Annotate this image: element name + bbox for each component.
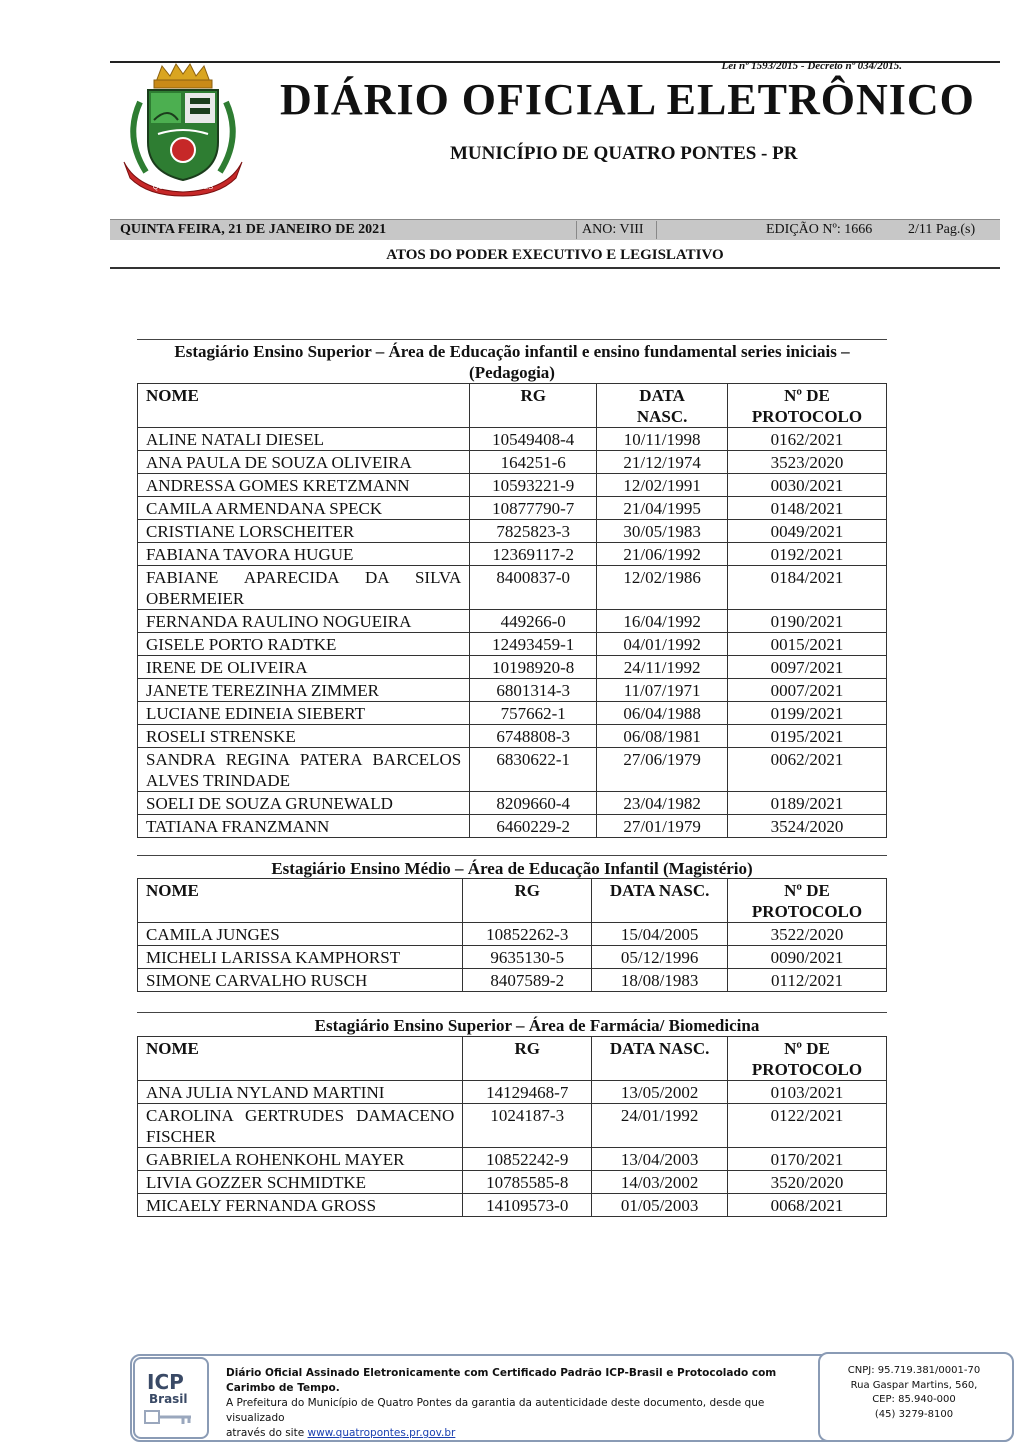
table-row: [138, 656, 887, 679]
cell-nome: CRISTIANE LORSCHEITER: [138, 520, 470, 543]
cell-nome: ANA PAULA DE SOUZA OLIVEIRA: [138, 451, 470, 474]
table3-header-row: [138, 1037, 887, 1081]
edition-date: QUINTA FEIRA, 21 DE JANEIRO DE 2021: [120, 222, 387, 237]
cell-data-nasc: 14/03/2002: [592, 1171, 728, 1194]
table-row: [138, 520, 887, 543]
cell-data-nasc: 23/04/1982: [597, 792, 728, 815]
table-row: [138, 815, 887, 838]
cell-data-nasc: 06/08/1981: [597, 725, 728, 748]
cell-rg: 12369117-2: [470, 543, 597, 566]
cell-nome: CAROLINA GERTRUDES DAMACENO FISCHER: [138, 1104, 463, 1148]
cell-protocolo: 0170/2021: [728, 1148, 887, 1171]
table-row: [138, 633, 887, 656]
cell-rg: 8209660-4: [470, 792, 597, 815]
table2-top-rule: [137, 855, 887, 856]
table-row: [138, 451, 887, 474]
cnpj-text: CNPJ: 95.719.381/0001-70: [847, 1365, 981, 1376]
cell-data-nasc: 16/04/1992: [597, 610, 728, 633]
table-row: [138, 1104, 887, 1148]
cell-rg: 449266-0: [470, 610, 597, 633]
crest-ribbon-text: QUATRO PONTES: [152, 184, 214, 191]
cell-protocolo: 0199/2021: [728, 702, 887, 725]
cell-protocolo: 3523/2020: [728, 451, 887, 474]
cell-nome: MICAELY FERNANDA GROSS: [138, 1194, 463, 1217]
cell-data-nasc: 13/05/2002: [592, 1081, 728, 1104]
cell-rg: 6460229-2: [470, 815, 597, 838]
signature-line-1: Diário Oficial Assinado Eletronicamente com Certificado Padrão ICP-Brasil e Protocolado com Carimbo de Tempo.: [226, 1367, 777, 1394]
table2: [137, 878, 887, 992]
cell-data-nasc: 21/04/1995: [597, 497, 728, 520]
cell-data-nasc: 15/04/2005: [592, 923, 728, 946]
edition-info-bar: [110, 219, 1000, 240]
cell-nome: CAMILA ARMENDANA SPECK: [138, 497, 470, 520]
col-header-nome: NOME: [138, 384, 470, 428]
signature-line-2: A Prefeitura do Município de Quatro Pontes da garantia da autenticidade deste documento, desde que visualizado: [226, 1397, 765, 1424]
cell-nome: MICHELI LARISSA KAMPHORST: [138, 946, 463, 969]
cell-protocolo: 3520/2020: [728, 1171, 887, 1194]
cell-nome: GISELE PORTO RADTKE: [138, 633, 470, 656]
table2-header-row: [138, 879, 887, 923]
cell-protocolo: 0015/2021: [728, 633, 887, 656]
phone-text: (45) 3279-8100: [874, 1408, 954, 1420]
cell-data-nasc: 27/06/1979: [597, 748, 728, 792]
table-row: [138, 702, 887, 725]
table1-header-row: [138, 384, 887, 428]
table3: [137, 1036, 887, 1217]
cell-rg: 10852242-9: [463, 1148, 592, 1171]
cell-data-nasc: 12/02/1986: [597, 566, 728, 610]
cell-data-nasc: 01/05/2003: [592, 1194, 728, 1217]
table-row: [138, 969, 887, 992]
section-heading: ATOS DO PODER EXECUTIVO E LEGISLATIVO: [386, 247, 724, 263]
table-row: [138, 792, 887, 815]
cell-protocolo: 0122/2021: [728, 1104, 887, 1148]
cell-protocolo: 0007/2021: [728, 679, 887, 702]
bar-divider: [656, 221, 657, 239]
table-row: [138, 725, 887, 748]
edition-year: ANO: VIII: [582, 222, 644, 237]
cell-protocolo: 0030/2021: [728, 474, 887, 497]
cell-protocolo: 3524/2020: [728, 815, 887, 838]
cell-rg: 10198920-8: [470, 656, 597, 679]
cell-rg: 10549408-4: [470, 428, 597, 451]
cell-nome: CAMILA JUNGES: [138, 923, 463, 946]
edition-number: EDIÇÃO Nº: 1666: [766, 222, 873, 237]
cell-rg: 10785585-8: [463, 1171, 592, 1194]
municipality-subtitle: MUNICÍPIO DE QUATRO PONTES - PR: [450, 143, 798, 164]
cell-nome: FABIANA TAVORA HUGUE: [138, 543, 470, 566]
site-link[interactable]: www.quatropontes.pr.gov.br: [307, 1427, 456, 1439]
table-row: [138, 610, 887, 633]
cell-rg: 14129468-7: [463, 1081, 592, 1104]
cell-data-nasc: 12/02/1991: [597, 474, 728, 497]
cell-rg: 14109573-0: [463, 1194, 592, 1217]
col-header-nome: NOME: [138, 879, 463, 923]
cell-protocolo: 0103/2021: [728, 1081, 887, 1104]
icp-brasil-icon: [135, 1359, 207, 1437]
icp-logo-bottom: Brasil: [149, 1392, 188, 1406]
cell-data-nasc: 13/04/2003: [592, 1148, 728, 1171]
cell-rg: 757662-1: [470, 702, 597, 725]
cell-protocolo: 0090/2021: [728, 946, 887, 969]
page-title: DIÁRIO OFICIAL ELETRÔNICO: [280, 75, 975, 124]
cell-nome: ANDRESSA GOMES KRETZMANN: [138, 474, 470, 497]
table1: [137, 383, 887, 838]
cell-data-nasc: 21/12/1974: [597, 451, 728, 474]
cell-nome: ROSELI STRENSKE: [138, 725, 470, 748]
table-row: [138, 923, 887, 946]
cell-data-nasc: 04/01/1992: [597, 633, 728, 656]
cell-nome: SIMONE CARVALHO RUSCH: [138, 969, 463, 992]
table-row: [138, 679, 887, 702]
col-header-protocolo: Nº DE PROTOCOLO: [728, 1037, 887, 1081]
cell-nome: SANDRA REGINA PATERA BARCELOS ALVES TRINDADE: [138, 748, 470, 792]
table-row: [138, 1194, 887, 1217]
cell-data-nasc: 24/11/1992: [597, 656, 728, 679]
cell-data-nasc: 27/01/1979: [597, 815, 728, 838]
section-rule: [110, 267, 1000, 269]
cell-protocolo: 0192/2021: [728, 543, 887, 566]
address-text: Rua Gaspar Martins, 560,: [850, 1379, 978, 1391]
cell-rg: 8400837-0: [470, 566, 597, 610]
cell-protocolo: 0112/2021: [728, 969, 887, 992]
table-row: [138, 946, 887, 969]
table-row: [138, 497, 887, 520]
col-header-data-nasc: DATA NASC.: [592, 879, 728, 923]
table3-caption: Estagiário Ensino Superior – Área de Farmácia/ Biomedicina: [314, 1016, 760, 1035]
cell-rg: 10852262-3: [463, 923, 592, 946]
cell-protocolo: 0097/2021: [728, 656, 887, 679]
table-row: [138, 566, 887, 610]
cell-data-nasc: 24/01/1992: [592, 1104, 728, 1148]
table3-top-rule: [137, 1012, 887, 1013]
cell-rg: 10593221-9: [470, 474, 597, 497]
cell-protocolo: 0189/2021: [728, 792, 887, 815]
cell-data-nasc: 06/04/1988: [597, 702, 728, 725]
cell-data-nasc: 10/11/1998: [597, 428, 728, 451]
cell-protocolo: 0062/2021: [728, 748, 887, 792]
table-row: [138, 748, 887, 792]
cell-rg: 10877790-7: [470, 497, 597, 520]
table-row: [138, 428, 887, 451]
cell-nome: TATIANA FRANZMANN: [138, 815, 470, 838]
cell-rg: 6830622-1: [470, 748, 597, 792]
cell-nome: SOELI DE SOUZA GRUNEWALD: [138, 792, 470, 815]
bar-divider: [576, 221, 577, 239]
cell-data-nasc: 11/07/1971: [597, 679, 728, 702]
table1-caption: Estagiário Ensino Superior – Área de Educação infantil e ensino fundamental series iniciais – (Pedagogia): [174, 342, 850, 382]
cell-rg: 6801314-3: [470, 679, 597, 702]
icp-brasil-logo-box: [133, 1357, 209, 1439]
signature-line-3: através do site: [226, 1427, 305, 1439]
table-row: [138, 1171, 887, 1194]
law-reference: Lei nº 1593/2015 - Decreto nº 034/2015.: [721, 60, 902, 72]
cell-nome: GABRIELA ROHENKOHL MAYER: [138, 1148, 463, 1171]
cell-rg: 8407589-2: [463, 969, 592, 992]
page-count: 2/11 Pag.(s): [908, 222, 976, 237]
cell-rg: 164251-6: [470, 451, 597, 474]
cell-data-nasc: 18/08/1983: [592, 969, 728, 992]
cell-nome: FABIANE APARECIDA DA SILVA OBERMEIER: [138, 566, 470, 610]
cell-rg: 7825823-3: [470, 520, 597, 543]
cell-nome: LIVIA GOZZER SCHMIDTKE: [138, 1171, 463, 1194]
signature-notice: [226, 1366, 816, 1441]
cell-rg: 1024187-3: [463, 1104, 592, 1148]
col-header-nome: NOME: [138, 1037, 463, 1081]
cell-nome: FERNANDA RAULINO NOGUEIRA: [138, 610, 470, 633]
table2-caption: Estagiário Ensino Médio – Área de Educação Infantil (Magistério): [271, 859, 753, 878]
table-row: [138, 543, 887, 566]
cell-protocolo: 0049/2021: [728, 520, 887, 543]
cell-data-nasc: 30/05/1983: [597, 520, 728, 543]
table1-top-rule: [137, 339, 887, 340]
col-header-rg: RG: [463, 1037, 592, 1081]
table-row: [138, 1148, 887, 1171]
cell-protocolo: 0184/2021: [728, 566, 887, 610]
cell-nome: IRENE DE OLIVEIRA: [138, 656, 470, 679]
col-header-data-nasc: DATA NASC.: [592, 1037, 728, 1081]
cell-rg: 6748808-3: [470, 725, 597, 748]
table-row: [138, 474, 887, 497]
cell-protocolo: 0148/2021: [728, 497, 887, 520]
cell-protocolo: 0190/2021: [728, 610, 887, 633]
col-header-data-nasc: DATA NASC.: [597, 384, 728, 428]
col-header-protocolo: Nº DE PROTOCOLO: [728, 879, 887, 923]
cell-nome: ANA JULIA NYLAND MARTINI: [138, 1081, 463, 1104]
icp-logo-top: ICP: [147, 1370, 184, 1394]
col-header-protocolo: Nº DE PROTOCOLO: [728, 384, 887, 428]
cell-nome: ALINE NATALI DIESEL: [138, 428, 470, 451]
cell-protocolo: 3522/2020: [728, 923, 887, 946]
cell-data-nasc: 21/06/1992: [597, 543, 728, 566]
cell-data-nasc: 05/12/1996: [592, 946, 728, 969]
municipal-crest-icon: [118, 62, 248, 197]
cell-nome: JANETE TEREZINHA ZIMMER: [138, 679, 470, 702]
cell-protocolo: 0162/2021: [728, 428, 887, 451]
table-row: [138, 1081, 887, 1104]
cell-rg: 9635130-5: [463, 946, 592, 969]
col-header-rg: RG: [470, 384, 597, 428]
cep-text: CEP: 85.940-000: [872, 1394, 956, 1405]
cell-protocolo: 0195/2021: [728, 725, 887, 748]
col-header-rg: RG: [463, 879, 592, 923]
cell-protocolo: 0068/2021: [728, 1194, 887, 1217]
cell-rg: 12493459-1: [470, 633, 597, 656]
contact-info: [820, 1364, 1008, 1422]
cell-nome: LUCIANE EDINEIA SIEBERT: [138, 702, 470, 725]
